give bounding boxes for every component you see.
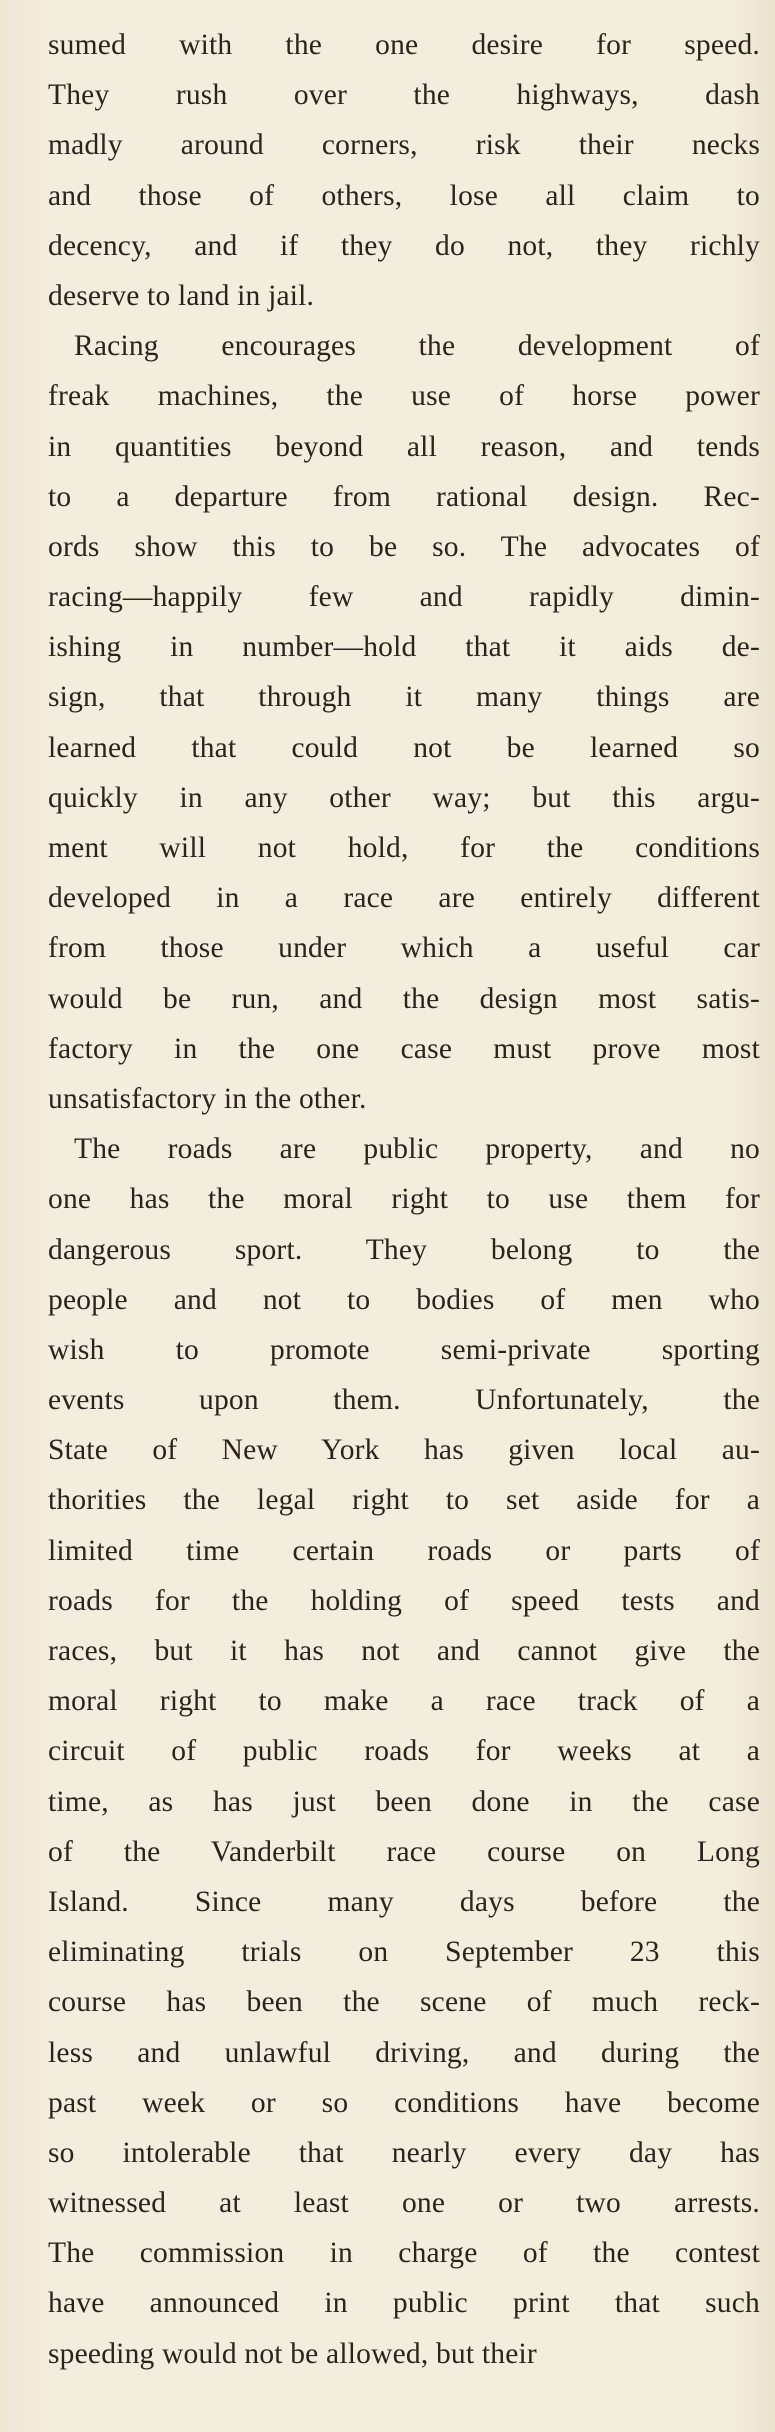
text-line: unsatisfactory in the other. — [48, 1082, 367, 1115]
text-line: in quantities beyond all reason, and tends — [48, 430, 760, 463]
text-column — [48, 20, 760, 2379]
text-line: factory in the one case must prove most — [48, 1032, 760, 1065]
text-line: and those of others, lose all claim to — [48, 179, 760, 212]
text-line: learned that could not be learned so — [48, 731, 760, 764]
text-line: witnessed at least one or two arrests. — [48, 2187, 760, 2220]
text-line: moral right to make a race track of a — [48, 1685, 760, 1718]
text-line: time, as has just been done in the case — [48, 1785, 760, 1818]
text-line: ment will not hold, for the conditions — [48, 832, 760, 864]
text-line: dangerous sport. They belong to the — [48, 1233, 760, 1266]
text-line: eliminating trials on September 23 this — [48, 1936, 760, 1969]
text-line: madly around corners, risk their necks — [48, 129, 760, 162]
text-line: deserve to land in jail. — [48, 279, 315, 312]
text-line: roads for the holding of speed tests and — [48, 1584, 760, 1617]
paragraph — [48, 321, 760, 1124]
text-line: to a departure from rational design. Rec- — [48, 480, 760, 513]
text-line: events upon them. Unfortunately, the — [48, 1384, 760, 1417]
text-line: Racing encourages the development of — [74, 330, 760, 363]
paragraph — [48, 1124, 760, 2379]
text-line: developed in a race are entirely different — [48, 882, 760, 915]
text-line: sign, that through it many things are — [48, 681, 760, 714]
text-line: past week or so conditions have become — [48, 2086, 760, 2119]
text-line: course has been the scene of much reck- — [48, 1986, 760, 2019]
text-line: The commission in charge of the contest — [48, 2237, 760, 2270]
text-line: Island. Since many days before the — [48, 1885, 760, 1918]
text-line: freak machines, the use of horse power — [48, 380, 760, 413]
text-line: races, but it has not and cannot give the — [48, 1635, 760, 1667]
text-line: limited time certain roads or parts of — [48, 1534, 760, 1567]
text-line: so intolerable that nearly every day has — [48, 2136, 760, 2169]
text-line: wish to promote semi-private sporting — [48, 1333, 760, 1366]
text-line: ishing in number—hold that it aids de- — [48, 631, 760, 664]
text-line: would be run, and the design most satis- — [48, 982, 760, 1015]
text-line: have announced in public print that such — [48, 2287, 760, 2320]
text-line: circuit of public roads for weeks at a — [48, 1735, 760, 1768]
text-line: quickly in any other way; but this argu- — [48, 781, 760, 814]
text-line: They rush over the highways, dash — [48, 79, 760, 112]
text-line: The roads are public property, and no — [74, 1133, 760, 1166]
text-line: people and not to bodies of men who — [48, 1283, 760, 1316]
text-line: from those under which a useful car — [48, 932, 760, 965]
text-line: ords show this to be so. The advocates of — [48, 530, 760, 563]
text-line: sumed with the one desire for speed. — [48, 29, 760, 61]
text-line: less and unlawful driving, and during the — [48, 2036, 760, 2069]
text-line: decency, and if they do not, they richly — [48, 229, 760, 262]
text-line: racing—happily few and rapidly dimin- — [48, 581, 760, 614]
paragraph — [48, 20, 760, 321]
text-line: of the Vanderbilt race course on Long — [48, 1835, 760, 1868]
text-line: thorities the legal right to set aside for a — [48, 1484, 760, 1517]
text-line: one has the moral right to use them for — [48, 1183, 760, 1216]
text-line: speeding would not be allowed, but their — [48, 2337, 537, 2370]
text-line: State of New York has given local au- — [48, 1434, 760, 1467]
